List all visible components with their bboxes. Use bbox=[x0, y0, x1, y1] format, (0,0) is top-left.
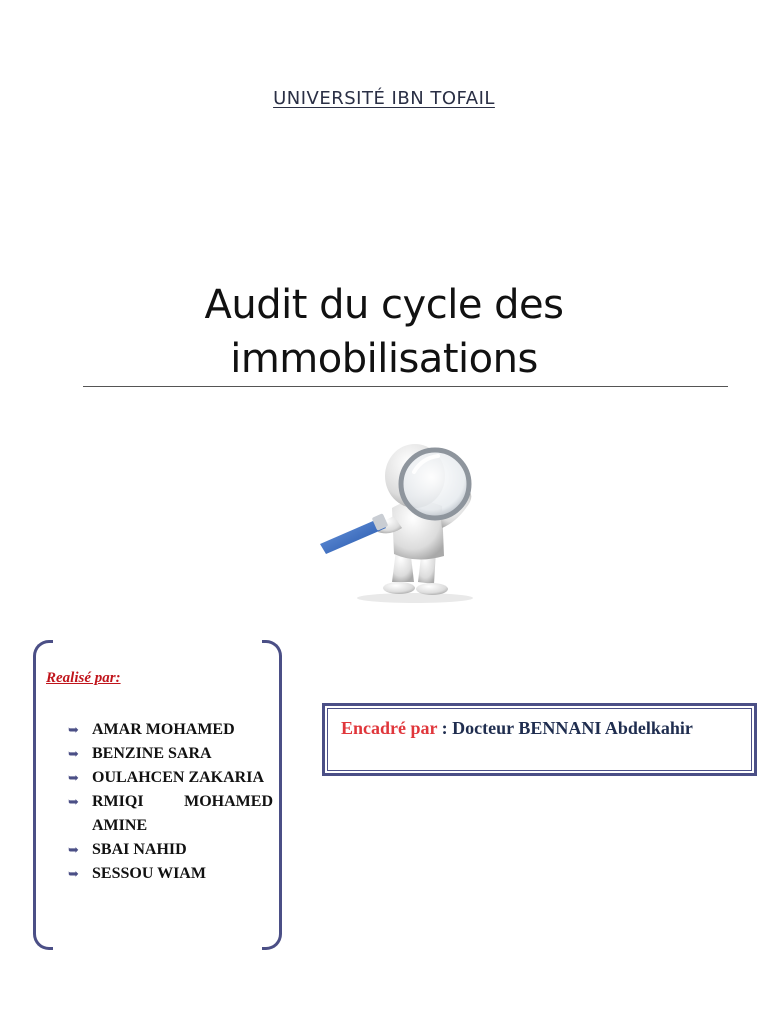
supervisor-box bbox=[322, 703, 757, 776]
document-title-line-2: immobilisations bbox=[230, 336, 538, 382]
university-name-text: UNIVERSITÉ IBN TOFAIL bbox=[273, 88, 495, 109]
encadre-par-label: Encadré par bbox=[341, 718, 438, 738]
list-item bbox=[68, 766, 273, 790]
university-name bbox=[0, 88, 768, 109]
list-item bbox=[68, 838, 273, 862]
arrow-bullet-icon: ➥ bbox=[68, 722, 79, 737]
member-name: BENZINE SARA bbox=[92, 745, 212, 762]
list-item bbox=[68, 862, 273, 886]
document-title bbox=[60, 278, 708, 386]
figure-with-magnifying-glass-icon bbox=[310, 432, 502, 604]
list-item bbox=[68, 790, 273, 838]
supervisor-name: Docteur BENNANI Abdelkahir bbox=[452, 718, 693, 738]
member-name: OULAHCEN ZAKARIA bbox=[92, 769, 265, 786]
team-members-list bbox=[68, 718, 273, 886]
list-item bbox=[68, 742, 273, 766]
arrow-bullet-icon: ➥ bbox=[68, 866, 79, 881]
arrow-bullet-icon: ➥ bbox=[68, 794, 79, 809]
member-name: SESSOU WIAM bbox=[92, 865, 206, 882]
member-name: RMIQI MOHAMED AMINE bbox=[92, 793, 273, 834]
arrow-bullet-icon: ➥ bbox=[68, 746, 79, 761]
document-title-line-1: Audit du cycle des bbox=[204, 282, 564, 328]
arrow-bullet-icon: ➥ bbox=[68, 842, 79, 857]
supervisor-box-inner bbox=[327, 708, 752, 771]
realise-par-label: Realisé par: bbox=[46, 670, 121, 686]
member-name: SBAI NAHID bbox=[92, 841, 187, 858]
list-item bbox=[68, 718, 273, 742]
arrow-bullet-icon: ➥ bbox=[68, 770, 79, 785]
member-name: AMAR MOHAMED bbox=[92, 721, 235, 738]
title-divider bbox=[83, 386, 728, 387]
supervisor-separator: : bbox=[437, 718, 453, 738]
